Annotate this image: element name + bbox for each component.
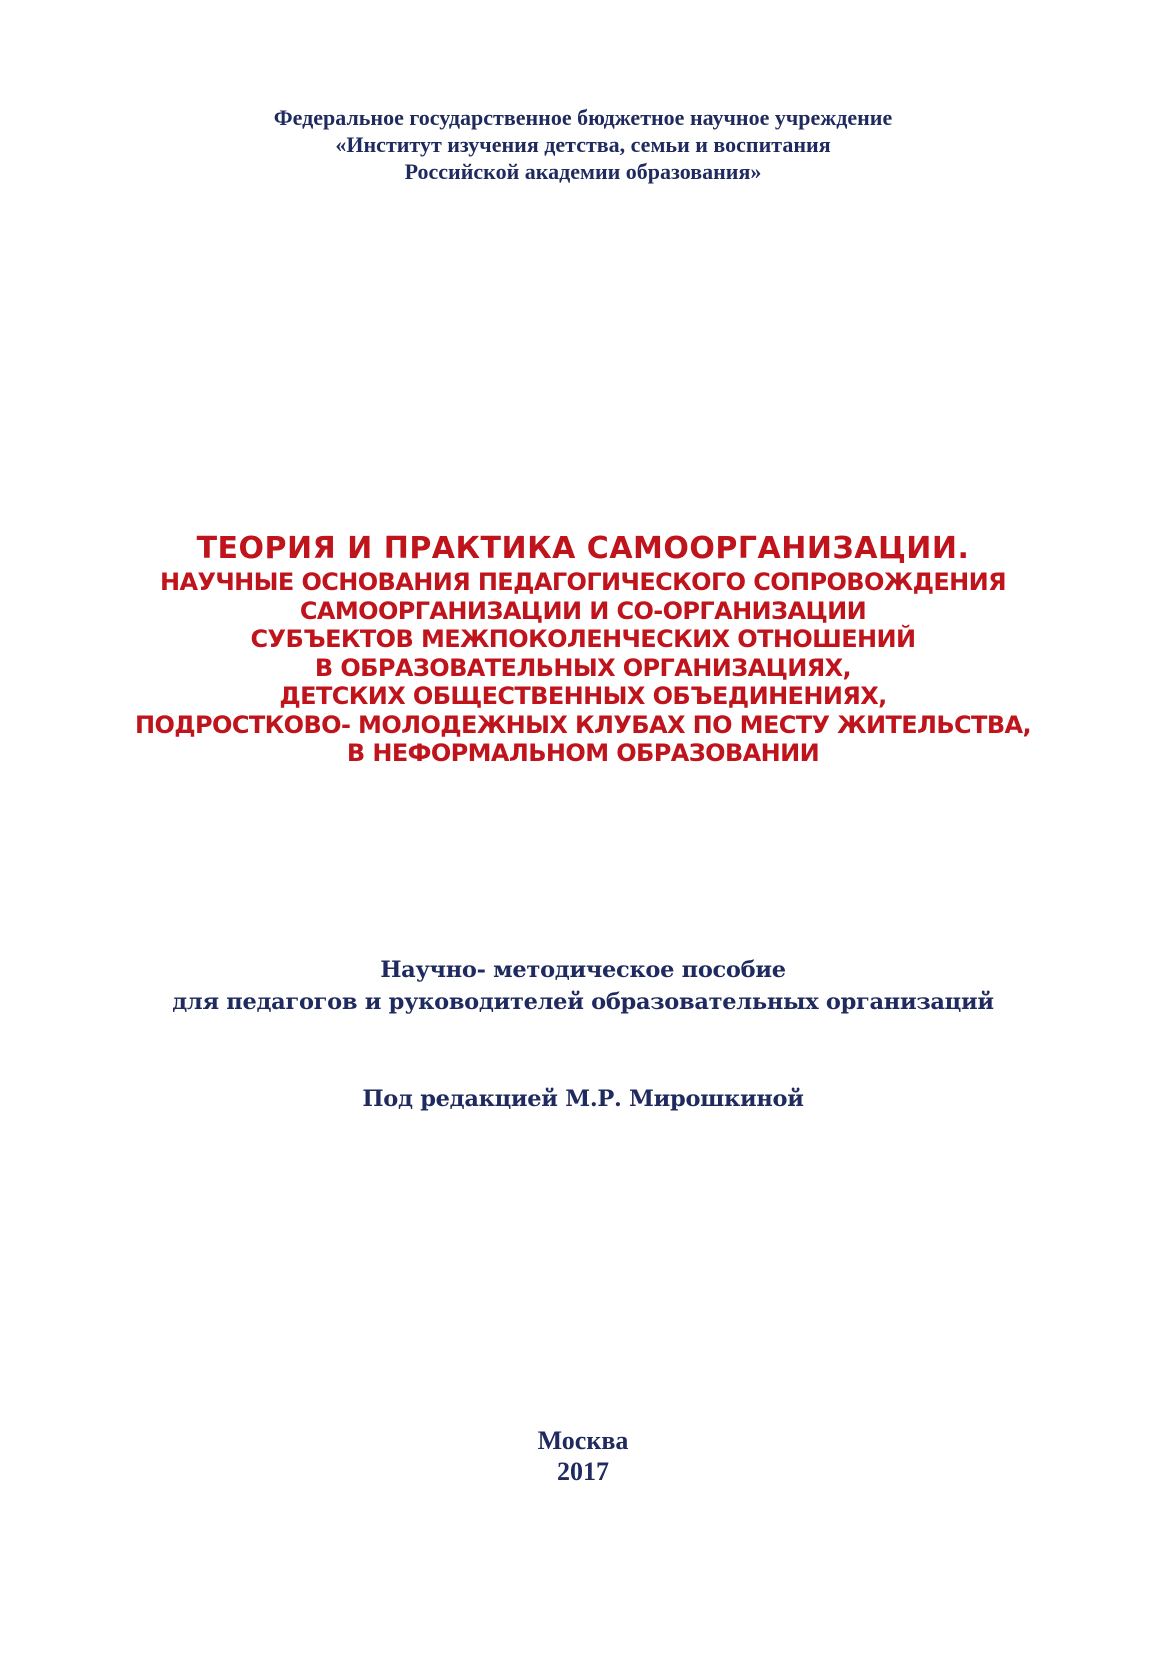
editor-line: Под редакцией М.Р. Мирошкиной — [362, 1086, 804, 1112]
subtitle-line: ПОДРОСТКОВО- МОЛОДЕЖНЫХ КЛУБАХ ПО МЕСТУ ЖИТЕЛЬСТВА, — [134, 710, 1032, 739]
institution-line: Федеральное государственное бюджетное научное учреждение — [273, 105, 893, 130]
subtitle-line: ДЕТСКИХ ОБЩЕСТВЕННЫХ ОБЪЕДИНЕНИЯХ, — [279, 682, 887, 710]
document-description — [0, 954, 1166, 1018]
description-line: для педагогов и руководителей образовательных организаций — [172, 989, 994, 1015]
subtitle-line: НАУЧНЫЕ ОСНОВАНИЯ ПЕДАГОГИЧЕСКОГО СОПРОВОЖДЕНИЯ — [159, 568, 1006, 596]
institution-header — [0, 104, 1166, 185]
document-title — [0, 530, 1166, 768]
imprint-year: 2017 — [557, 1457, 609, 1486]
subtitle-line: В ОБРАЗОВАТЕЛЬНЫХ ОРГАНИЗАЦИЯХ, — [314, 653, 852, 682]
institution-line: Российской академии образования» — [404, 159, 762, 184]
description-line: Научно- методическое пособие — [380, 957, 786, 983]
imprint — [0, 1425, 1166, 1487]
title-main: ТЕОРИЯ И ПРАКТИКА САМООРГАНИЗАЦИИ. — [196, 531, 970, 566]
subtitle-line: СУБЪЕКТОВ МЕЖПОКОЛЕНЧЕСКИХ ОТНОШЕНИЙ — [250, 625, 916, 653]
editor-credit — [0, 1084, 1166, 1114]
subtitle-line: В НЕФОРМАЛЬНОМ ОБРАЗОВАНИИ — [346, 739, 820, 767]
subtitle-line: САМООРГАНИЗАЦИИ И СО-ОРГАНИЗАЦИИ — [299, 596, 867, 625]
institution-line: «Институт изучения детства, семьи и воспитания — [335, 132, 831, 157]
imprint-city: Москва — [537, 1426, 629, 1455]
